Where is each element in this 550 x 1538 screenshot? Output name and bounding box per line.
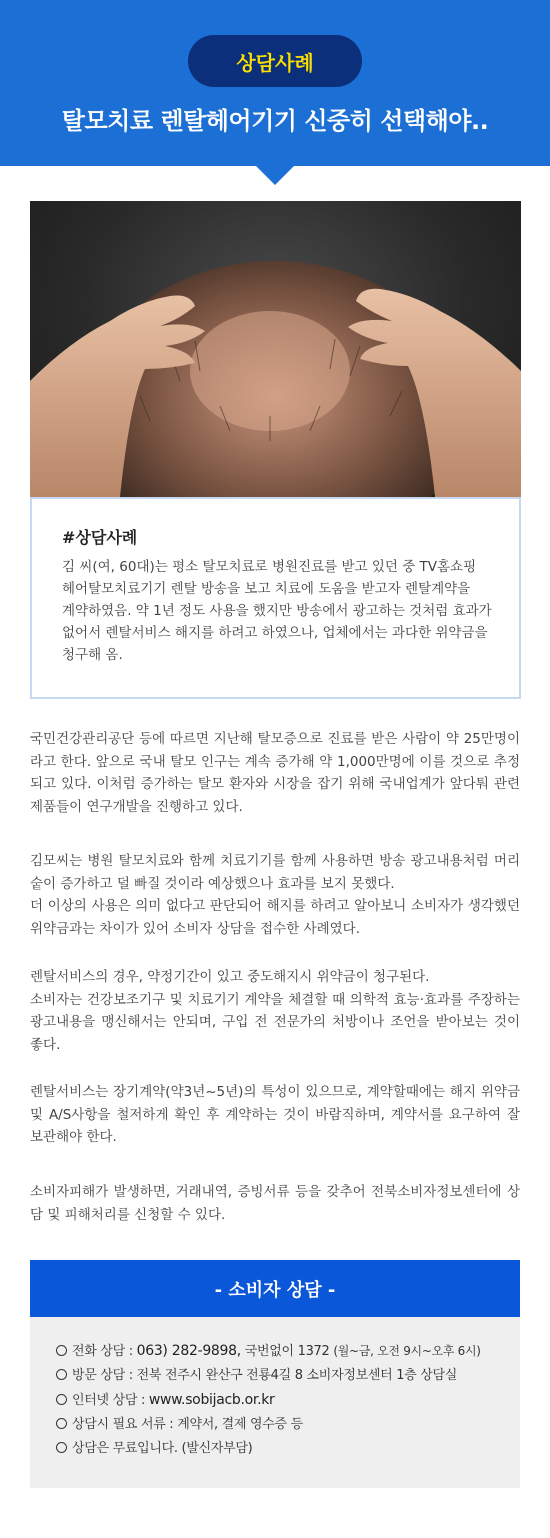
paragraph-text: 렌탈서비스의 경우, 약정기간이 있고 중도해지시 위약금이 청구된다.: [30, 969, 430, 985]
paragraph-text: 국민건강관리공단 등에 따르면 지난해 탈모증으로 진료를 받은 사람이 약 25만명이라고 한다. 앞으로 국내 탈모 인구는 계속 증가해 약 1,000만명에 이를 것으로 추정되고 있다. 이처럼 증가하는 탈모 환자와 시장을 잡기 위해 국내업계가 앞다퉈 관련 제품들이 연구개발을 진행하고 있다.: [30, 731, 520, 815]
header-arrow-decoration: [255, 165, 295, 185]
paragraph-text: 소비자피해가 발생하면, 거래내역, 증빙서류 등을 갖추어 전북소비자정보센터에 상담 및 피해처리를 신청할 수 있다.: [30, 1184, 520, 1223]
phone-number[interactable]: 063) 282-9898,: [136, 1343, 241, 1359]
contact-free-notice: 상담은 무료입니다. (발신자부담): [56, 1437, 516, 1461]
phone-hours: (월~금, 오전 9시~오후 6시): [333, 1344, 481, 1358]
contact-list: [56, 1339, 516, 1461]
circle-bullet-icon: [56, 1394, 67, 1405]
category-badge-label: 상담사례: [236, 50, 314, 75]
case-line: 헤어탈모치료기기 렌탈 방송을 보고 치료에 도움을 받고자 렌탈계약을: [62, 581, 471, 597]
case-line: 계약하였음. 약 1년 정도 사용을 했지만 방송에서 광고하는 것처럼 효과가: [62, 603, 492, 619]
consumer-consultation-heading: [30, 1260, 520, 1317]
paragraph-text: 더 이상의 사용은 의미 없다고 판단되어 해지를 하려고 알아보니 소비자가 생각했던 위약금과는 차이가 있어 소비자 상담을 접수한 사례였다.: [30, 898, 520, 937]
category-badge: [188, 35, 362, 87]
article-paragraph-4: [30, 1081, 520, 1149]
article-paragraph-3: [30, 966, 520, 1056]
article-paragraph-5: [30, 1181, 520, 1226]
case-line: 없어서 렌탈서비스 해지를 하려고 하였으나, 업체에서는 과다한 위약금을: [62, 625, 488, 641]
contact-phone: 전화 상담 : 063) 282-9898, 국번없이 1372 (월~금, 오전 9시~오후 6시): [56, 1339, 516, 1364]
circle-bullet-icon: [56, 1442, 67, 1453]
paragraph-text: 렌탈서비스는 장기계약(약3년~5년)의 특성이 있으므로, 계약할때에는 해지 위약금 및 A/S사항을 철저하게 확인 후 계약하는 것이 바람직하며, 계약서를 요구하여 잘 보관해야 한다.: [30, 1084, 520, 1145]
case-title: #상담사례: [62, 528, 138, 547]
circle-bullet-icon: [56, 1369, 67, 1380]
article-paragraph-1: [30, 728, 520, 818]
case-line: 김 씨(여, 60대)는 평소 탈모치료로 병원진료를 받고 있던 중 TV홈쇼핑: [62, 559, 477, 575]
contact-visit: 방문 상담 : 전북 전주시 완산구 전룡4길 8 소비자정보센터 1층 상담실: [56, 1364, 516, 1388]
website-link[interactable]: www.sobijacb.or.kr: [148, 1392, 275, 1408]
hair-loss-illustration: [30, 201, 521, 497]
hair-loss-photo: [30, 201, 521, 497]
paragraph-text: 김모씨는 병원 탈모치료와 함께 치료기기를 함께 사용하면 방송 광고내용처럼 머리숱이 증가하고 덜 빠질 것이라 예상했으나 효과를 보지 못했다.: [30, 853, 520, 892]
contact-documents: 상담시 필요 서류 : 계약서, 결제 영수증 등: [56, 1413, 516, 1437]
contact-internet: 인터넷 상담 : www.sobijacb.or.kr: [56, 1388, 516, 1413]
phone-extra: 국번없이 1372: [244, 1344, 330, 1359]
case-line: 청구해 옴.: [62, 647, 123, 663]
circle-bullet-icon: [56, 1418, 67, 1429]
page-title: 탈모치료 렌탈헤어기기 신중히 선택해야..: [61, 107, 489, 135]
page-header: [0, 0, 550, 166]
paragraph-text: 소비자는 건강보조기구 및 치료기기 계약을 체결할 때 의학적 효능·효과를 주장하는 광고내용을 맹신해서는 안되며, 구입 전 전문가의 처방이나 조언을 받아보는 것이 좋다.: [30, 991, 520, 1053]
contact-heading-label: - 소비자 상담 -: [214, 1279, 336, 1301]
circle-bullet-icon: [56, 1345, 67, 1356]
consumer-consultation-info: [30, 1317, 520, 1488]
case-summary-box: [30, 497, 521, 699]
case-description: [62, 556, 492, 666]
article-paragraph-2: [30, 850, 520, 940]
